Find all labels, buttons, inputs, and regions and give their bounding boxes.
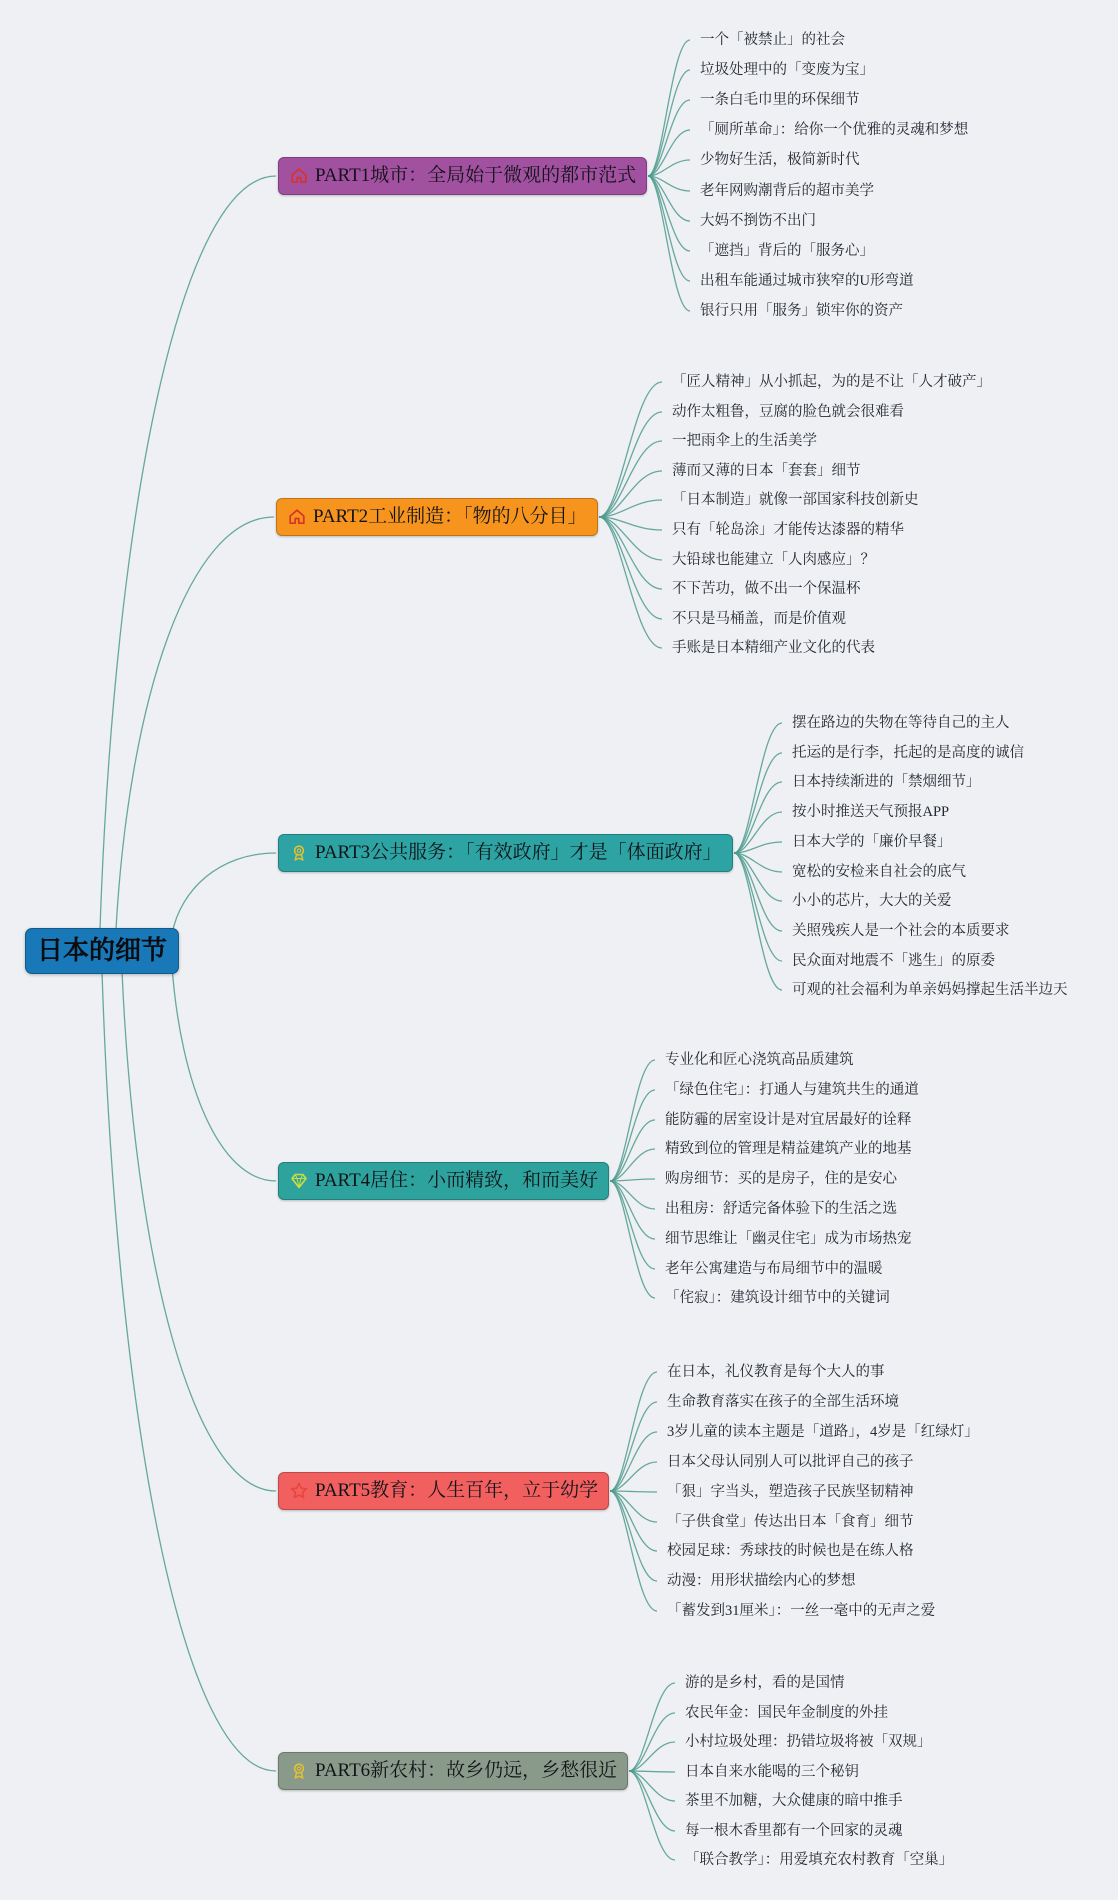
leaf-node[interactable]: 校园足球：秀球技的时候也是在练人格 [667, 1543, 914, 1559]
gem-icon [289, 1171, 309, 1191]
leaf-node[interactable]: 按小时推送天气预报APP [792, 804, 950, 820]
star-icon [289, 1481, 309, 1501]
connector-path [610, 1181, 655, 1269]
connector-path [648, 176, 690, 281]
leaf-node[interactable]: 「联合教学」：用爱填充农村教育「空巢」 [685, 1852, 954, 1868]
connector-path [599, 382, 662, 517]
branch-node-part3[interactable] [278, 834, 733, 872]
root-node[interactable]: 日本的细节 [25, 928, 179, 974]
leaf-node[interactable]: 购房细节：买的是房子，住的是安心 [665, 1171, 897, 1187]
leaf-node[interactable]: 薄而又薄的日本「套套」细节 [672, 463, 861, 479]
leaf-node[interactable]: 民众面对地震不「逃生」的原委 [792, 953, 995, 969]
branch-node-part2[interactable] [276, 498, 598, 536]
leaf-node[interactable]: 「侘寂」：建筑设计细节中的关键词 [665, 1290, 890, 1306]
leaf-node[interactable]: 日本父母认同别人可以批评自己的孩子 [667, 1454, 914, 1470]
branch-label: PART3公共服务：「有效政府」才是「体面政府」 [315, 842, 722, 863]
leaf-node[interactable]: 动漫：用形状描绘内心的梦想 [667, 1573, 856, 1589]
leaf-node[interactable]: 大铅球也能建立「人肉感应」？ [672, 552, 875, 568]
branch-label: PART2工业制造：「物的八分目」 [313, 506, 587, 527]
connector-path [610, 1402, 657, 1491]
leaf-node[interactable]: 不只是马桶盖，而是价值观 [672, 611, 846, 627]
branch-node-part1[interactable] [278, 157, 647, 195]
connector-path [629, 1683, 675, 1771]
connector-path [172, 853, 276, 934]
connector-path [599, 441, 662, 517]
leaf-node[interactable]: 日本大学的「廉价早餐」 [792, 834, 952, 850]
medal-icon [289, 1761, 309, 1781]
leaf-node[interactable]: 农民年金：国民年金制度的外挂 [685, 1705, 888, 1721]
connector-path [172, 966, 276, 1181]
leaf-node[interactable]: 动作太粗鲁，豆腐的脸色就会很难看 [672, 404, 904, 420]
branch-node-part6[interactable] [278, 1752, 628, 1790]
leaf-node[interactable]: 小村垃圾处理：扔错垃圾将被「双规」 [685, 1734, 932, 1750]
connector-path [629, 1771, 675, 1772]
leaf-node[interactable]: 托运的是行李，托起的是高度的诚信 [792, 745, 1024, 761]
leaf-node[interactable]: 游的是乡村，看的是国情 [685, 1675, 845, 1691]
leaf-node[interactable]: 垃圾处理中的「变废为宝」 [700, 62, 874, 78]
leaf-node[interactable]: 一个「被禁止」的社会 [700, 32, 845, 48]
leaf-node[interactable]: 可观的社会福利为单亲妈妈撑起生活半边天 [792, 982, 1068, 998]
house-icon [289, 166, 309, 186]
leaf-node[interactable]: 少物好生活，极简新时代 [700, 152, 860, 168]
connector-path [610, 1372, 657, 1491]
connector-path [610, 1181, 655, 1298]
connector-path [610, 1491, 657, 1492]
leaf-node[interactable]: 「子供食堂」传达出日本「食育」细节 [667, 1514, 914, 1530]
connector-path [599, 517, 662, 648]
connector-path [734, 753, 782, 853]
connector-path [599, 517, 662, 619]
leaf-node[interactable]: 不下苦功，做不出一个保温杯 [672, 581, 861, 597]
branch-label: PART1城市：全局始于微观的都市范式 [315, 165, 637, 186]
leaf-node[interactable]: 手账是日本精细产业文化的代表 [672, 640, 875, 656]
connector-path [599, 517, 662, 589]
connector-path [648, 100, 690, 176]
leaf-node[interactable]: 生命教育落实在孩子的全部生活环境 [667, 1394, 899, 1410]
connector-path [734, 853, 782, 961]
leaf-node[interactable]: 老年公寓建造与布局细节中的温暖 [665, 1261, 883, 1277]
branch-node-part4[interactable] [278, 1162, 609, 1200]
connector-path [734, 853, 782, 990]
leaf-node[interactable]: 「蓄发到31厘米」：一丝一毫中的无声之爱 [667, 1603, 936, 1619]
branch-label: PART4居住：小而精致，和而美好 [315, 1170, 599, 1191]
connector-path [610, 1090, 655, 1181]
connector-path [122, 971, 276, 1491]
leaf-node[interactable]: 宽松的安检来自社会的底气 [792, 864, 966, 880]
branch-node-part5[interactable] [278, 1472, 609, 1510]
connector-path [116, 517, 274, 929]
leaf-node[interactable]: 老年网购潮背后的超市美学 [700, 183, 874, 199]
leaf-node[interactable]: 只有「轮岛涂」才能传达漆器的精华 [672, 522, 904, 538]
house-icon [287, 507, 307, 527]
connector-path [629, 1771, 675, 1860]
leaf-node[interactable]: 细节思维让「幽灵住宅」成为市场热宠 [665, 1231, 912, 1247]
leaf-node[interactable]: 在日本，礼仪教育是每个大人的事 [667, 1364, 885, 1380]
connector-path [734, 723, 782, 853]
leaf-node[interactable]: 出租车能通过城市狭窄的U形弯道 [700, 273, 914, 289]
leaf-node[interactable]: 日本自来水能喝的三个秘钥 [685, 1764, 859, 1780]
connector-path [102, 971, 276, 1771]
connector-path [648, 176, 690, 311]
leaf-node[interactable]: 关照残疾人是一个社会的本质要求 [792, 923, 1010, 939]
leaf-node[interactable]: 小小的芯片，大大的关爱 [792, 893, 952, 909]
connector-path [648, 176, 690, 251]
leaf-node[interactable]: 3岁儿童的读本主题是「道路」，4岁是「红绿灯」 [667, 1424, 979, 1440]
leaf-node[interactable]: 「日本制造」就像一部国家科技创新史 [672, 492, 919, 508]
leaf-node[interactable]: 一条白毛巾里的环保细节 [700, 92, 860, 108]
leaf-node[interactable]: 精致到位的管理是精益建筑产业的地基 [665, 1141, 912, 1157]
leaf-node[interactable]: 出租房：舒适完备体验下的生活之选 [665, 1201, 897, 1217]
leaf-node[interactable]: 「绿色住宅」：打通人与建筑共生的通道 [665, 1082, 919, 1098]
leaf-node[interactable]: 每一根木香里都有一个回家的灵魂 [685, 1823, 903, 1839]
leaf-node[interactable]: 专业化和匠心浇筑高品质建筑 [665, 1052, 854, 1068]
medal-icon [289, 843, 309, 863]
connector-path [734, 853, 782, 931]
leaf-node[interactable]: 能防霾的居室设计是对宜居最好的诠释 [665, 1112, 912, 1128]
connector-path [648, 40, 690, 176]
leaf-node[interactable]: 大妈不捯饬不出门 [700, 213, 816, 229]
leaf-node[interactable]: 日本持续渐进的「禁烟细节」 [792, 774, 981, 790]
leaf-node[interactable]: 茶里不加糖，大众健康的暗中推手 [685, 1793, 903, 1809]
branch-label: PART5教育：人生百年，立于幼学 [315, 1480, 599, 1501]
leaf-node[interactable]: 一把雨伞上的生活美学 [672, 433, 817, 449]
leaf-node[interactable]: 「狠」字当头，塑造孩子民族坚韧精神 [667, 1484, 914, 1500]
leaf-node[interactable]: 「遮挡」背后的「服务心」 [700, 243, 874, 259]
connector-path [610, 1491, 657, 1581]
leaf-node[interactable]: 摆在路边的失物在等待自己的主人 [792, 715, 1010, 731]
branch-label: PART6新农村：故乡仍远，乡愁很近 [315, 1760, 618, 1781]
leaf-node[interactable]: 银行只用「服务」锁牢你的资产 [700, 303, 903, 319]
leaf-node[interactable]: 「匠人精神」从小抓起，为的是不让「人才破产」 [672, 374, 991, 390]
leaf-node[interactable]: 「厕所革命」：给你一个优雅的灵魂和梦想 [700, 122, 969, 138]
